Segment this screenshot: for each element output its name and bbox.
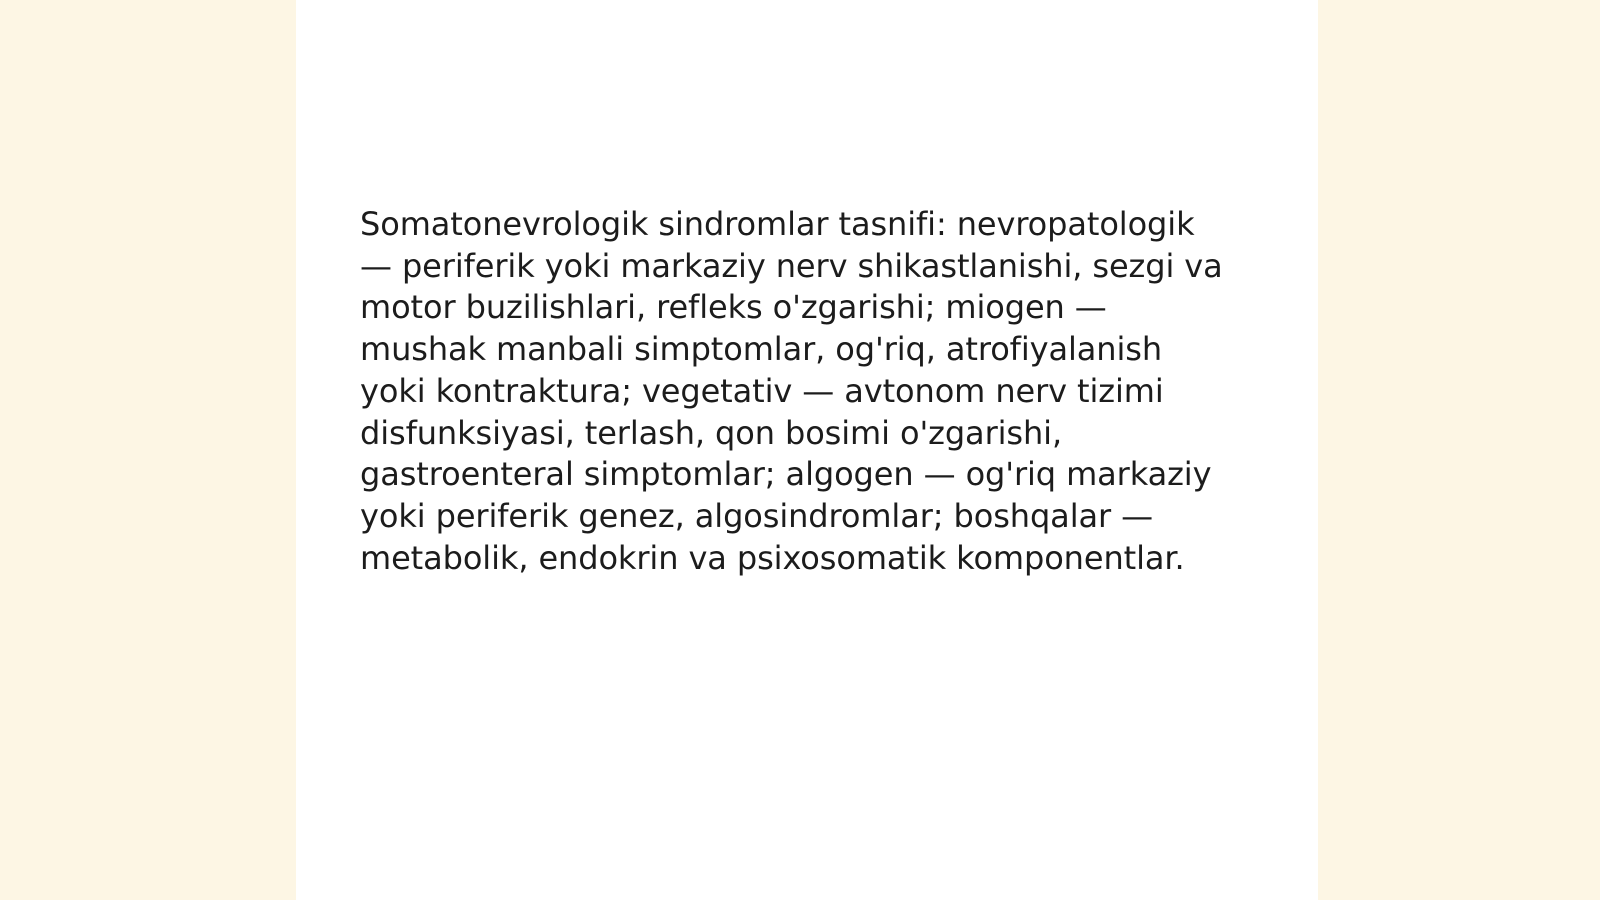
paragraph-line: mushak manbali simptomlar, og'riq, atrofiyalanish	[360, 330, 1163, 369]
paragraph-line: Somatonevrologik sindromlar tasnifi: nevropatologik	[360, 205, 1195, 243]
body-paragraph	[360, 204, 1240, 579]
document-page	[296, 0, 1318, 900]
paragraph-line: — periferik yoki markaziy nerv shikastlanishi, sezgi va	[360, 246, 1223, 285]
paragraph-line: motor buzilishlari, refleks o'zgarishi; miogen —	[360, 288, 1107, 327]
paragraph-line: yoki periferik genez, algosindromlar; boshqalar —	[360, 496, 1154, 535]
paragraph-line: metabolik, endokrin va psixosomatik komponentlar.	[360, 538, 1185, 577]
paragraph-line: yoki kontraktura; vegetativ — avtonom nerv tizimi	[360, 371, 1164, 410]
paragraph-line: gastroenteral simptomlar; algogen — og'riq markaziy	[360, 455, 1212, 494]
paragraph-line: disfunksiyasi, terlash, qon bosimi o'zgarishi,	[360, 413, 1063, 452]
